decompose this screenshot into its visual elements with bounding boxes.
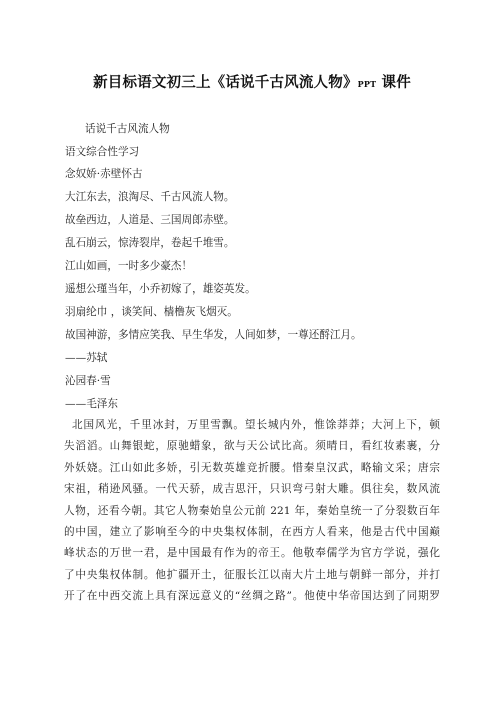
- subtitle-line: 话说千古风流人物: [85, 123, 170, 135]
- body-paragraph: [64, 415, 440, 608]
- paragraph-row: 开了在中西交流上具有深远意义的“丝绸之路”。他使中华帝国达到了同期罗: [64, 590, 440, 603]
- poem-line: 江山如画，一时多少豪杰！: [65, 260, 193, 272]
- document-title: [0, 71, 504, 92]
- title-main: 新目标语文初三上《话说千古风流人物》: [93, 75, 358, 91]
- paragraph-row: 失滔滔。山舞银蛇，原驰蜡象，欲与天公试比高。须晴日，看红妆素裹，分: [64, 440, 440, 453]
- poem-line: 遥想公瑾当年，小乔初嫁了，雄姿英发。: [65, 283, 256, 295]
- paragraph-row: 宋祖，稍逊风骚。一代天骄，成吉思汗，只识弯弓射大雕。俱往矣，数风流: [64, 483, 440, 496]
- poem-line: 羽扇纶巾 ，谈笑间、樯橹灰飞烟灭。: [65, 306, 238, 318]
- poem-author: ——毛泽东: [65, 398, 118, 410]
- poem-line: 大江东去，浪淘尽、千古风流人物。: [65, 191, 235, 203]
- poem-title: 念奴娇·赤壁怀古: [65, 168, 143, 180]
- poem-line: 乱石崩云，惊涛裂岸，卷起千堆雪。: [65, 237, 235, 249]
- paragraph-row: 的中国，建立了影响至今的中央集权体制，在西方人看来，他是古代中国巅: [64, 525, 440, 538]
- paragraph-row: 北国风光，千里冰封，万里雪飘。望长城内外，惟馀莽莽；大河上下，顿: [72, 419, 440, 431]
- paragraph-row: 了中央集权体制。他扩疆开土，征服长江以南大片土地与朝鲜一部分，并打: [64, 568, 440, 581]
- paragraph-row: 外妖娆。江山如此多娇，引无数英雄竞折腰。惜秦皇汉武，略输文采；唐宗: [64, 461, 440, 474]
- poem-line: 故国神游，多情应笑我、早生华发，人间如梦，一尊还酹江月。: [65, 329, 362, 341]
- title-tail: 课件: [376, 75, 411, 91]
- poem-line: 故垒西边，人道是、三国周郎赤壁。: [65, 214, 235, 226]
- paragraph-row: 峰状态的万世一君，是中国最有作为的帝王。他敬奉儒学为官方学说，强化: [64, 547, 440, 560]
- title-ppt: PPT: [357, 79, 377, 89]
- poem-title: 沁园春·雪: [65, 375, 111, 387]
- poem-author: ——苏轼: [65, 352, 108, 364]
- paragraph-row: 人物，还看今朝。其它人物秦始皇公元前 221 年，秦始皇统一了分裂数百年: [64, 504, 440, 517]
- section-label: 语文综合性学习: [65, 146, 140, 158]
